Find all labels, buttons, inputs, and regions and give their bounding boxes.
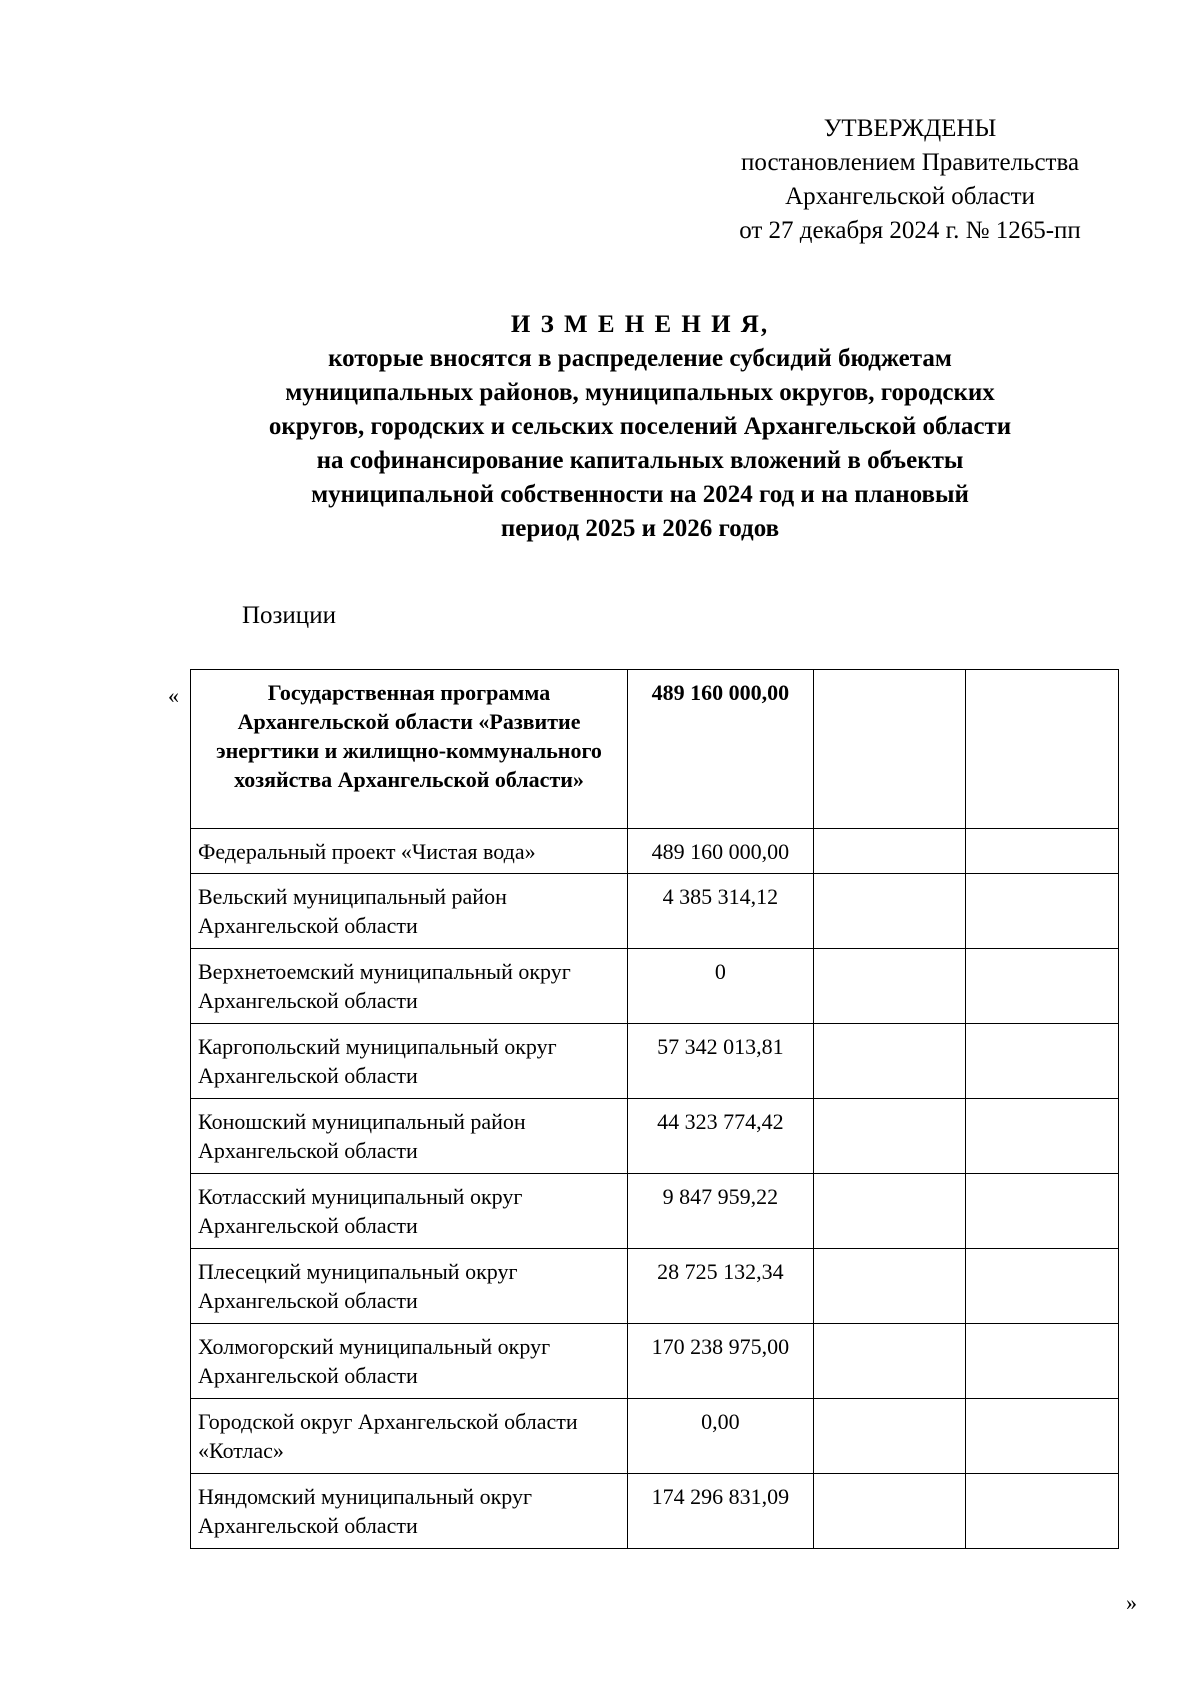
title-line: на софинансирование капитальных вложений в объекты bbox=[316, 447, 964, 474]
table-row bbox=[191, 1474, 1119, 1549]
empty-cell bbox=[966, 1024, 1119, 1099]
empty-cell bbox=[966, 670, 1119, 829]
section-label: Позиции bbox=[242, 602, 336, 629]
position-amount: 9 847 959,22 bbox=[628, 1174, 814, 1249]
title-line: муниципальной собственности на 2024 год и на плановый bbox=[311, 481, 969, 508]
position-amount: 0 bbox=[628, 949, 814, 1024]
position-amount: 0,00 bbox=[628, 1399, 814, 1474]
empty-cell bbox=[813, 1249, 966, 1324]
table-row bbox=[191, 1099, 1119, 1174]
position-name: Вельский муниципальный район Архангельской области bbox=[191, 874, 628, 949]
position-name: Каргопольский муниципальный округ Архангельской области bbox=[191, 1024, 628, 1099]
position-name: Федеральный проект «Чистая вода» bbox=[191, 829, 628, 874]
empty-cell bbox=[813, 1174, 966, 1249]
empty-cell bbox=[966, 1174, 1119, 1249]
position-name: Государственная программа Архангельской области «Развитие энергтики и жилищно-коммунального хозяйства Архангельской области» bbox=[191, 670, 628, 829]
empty-cell bbox=[813, 1099, 966, 1174]
document-title bbox=[150, 308, 1130, 546]
empty-cell bbox=[813, 1324, 966, 1399]
position-amount: 489 160 000,00 bbox=[628, 670, 814, 829]
title-line: которые вносятся в распределение субсидий бюджетам bbox=[328, 345, 952, 372]
empty-cell bbox=[813, 829, 966, 874]
opening-quote: « bbox=[168, 683, 179, 708]
empty-cell bbox=[966, 1249, 1119, 1324]
empty-cell bbox=[813, 1474, 966, 1549]
table-row bbox=[191, 949, 1119, 1024]
position-amount: 44 323 774,42 bbox=[628, 1099, 814, 1174]
position-name: Котласский муниципальный округ Архангельской области bbox=[191, 1174, 628, 1249]
position-name: Холмогорский муниципальный округ Архангельской области bbox=[191, 1324, 628, 1399]
approval-date-line: от 27 декабря 2024 г. № 1265-пп bbox=[739, 217, 1081, 244]
empty-cell bbox=[813, 670, 966, 829]
title-line: период 2025 и 2026 годов bbox=[500, 515, 780, 542]
table-row bbox=[191, 1399, 1119, 1474]
approval-block bbox=[700, 112, 1120, 248]
approval-heading: УТВЕРЖДЕНЫ bbox=[823, 115, 997, 142]
approval-line: постановлением Правительства bbox=[740, 149, 1080, 176]
empty-cell bbox=[966, 1099, 1119, 1174]
empty-cell bbox=[966, 1399, 1119, 1474]
empty-cell bbox=[966, 1474, 1119, 1549]
empty-cell bbox=[966, 949, 1119, 1024]
title-line: муниципальных районов, муниципальных округов, городских bbox=[285, 379, 995, 406]
table-row bbox=[191, 1024, 1119, 1099]
empty-cell bbox=[966, 829, 1119, 874]
position-amount: 170 238 975,00 bbox=[628, 1324, 814, 1399]
table-row bbox=[191, 670, 1119, 829]
position-name: Плесецкий муниципальный округ Архангельской области bbox=[191, 1249, 628, 1324]
table-row bbox=[191, 874, 1119, 949]
position-amount: 4 385 314,12 bbox=[628, 874, 814, 949]
table-row bbox=[191, 1249, 1119, 1324]
empty-cell bbox=[966, 1324, 1119, 1399]
table-row bbox=[191, 829, 1119, 874]
approval-line: Архангельской области bbox=[785, 183, 1035, 210]
title-main: И З М Е Н Е Н И Я, bbox=[510, 311, 770, 338]
position-name: Коношский муниципальный район Архангельской области bbox=[191, 1099, 628, 1174]
position-amount: 489 160 000,00 bbox=[628, 829, 814, 874]
positions-table bbox=[190, 669, 1119, 1549]
title-line: округов, городских и сельских поселений Архангельской области bbox=[268, 413, 1012, 440]
closing-quote: » bbox=[1126, 1590, 1137, 1615]
table-row bbox=[191, 1174, 1119, 1249]
position-name: Верхнетоемский муниципальный округ Архангельской области bbox=[191, 949, 628, 1024]
empty-cell bbox=[813, 1399, 966, 1474]
empty-cell bbox=[813, 1024, 966, 1099]
table-row bbox=[191, 1324, 1119, 1399]
position-amount: 174 296 831,09 bbox=[628, 1474, 814, 1549]
position-amount: 57 342 013,81 bbox=[628, 1024, 814, 1099]
empty-cell bbox=[813, 874, 966, 949]
position-amount: 28 725 132,34 bbox=[628, 1249, 814, 1324]
position-name: Городской округ Архангельской области «Котлас» bbox=[191, 1399, 628, 1474]
empty-cell bbox=[813, 949, 966, 1024]
position-name: Няндомский муниципальный округ Архангельской области bbox=[191, 1474, 628, 1549]
empty-cell bbox=[966, 874, 1119, 949]
